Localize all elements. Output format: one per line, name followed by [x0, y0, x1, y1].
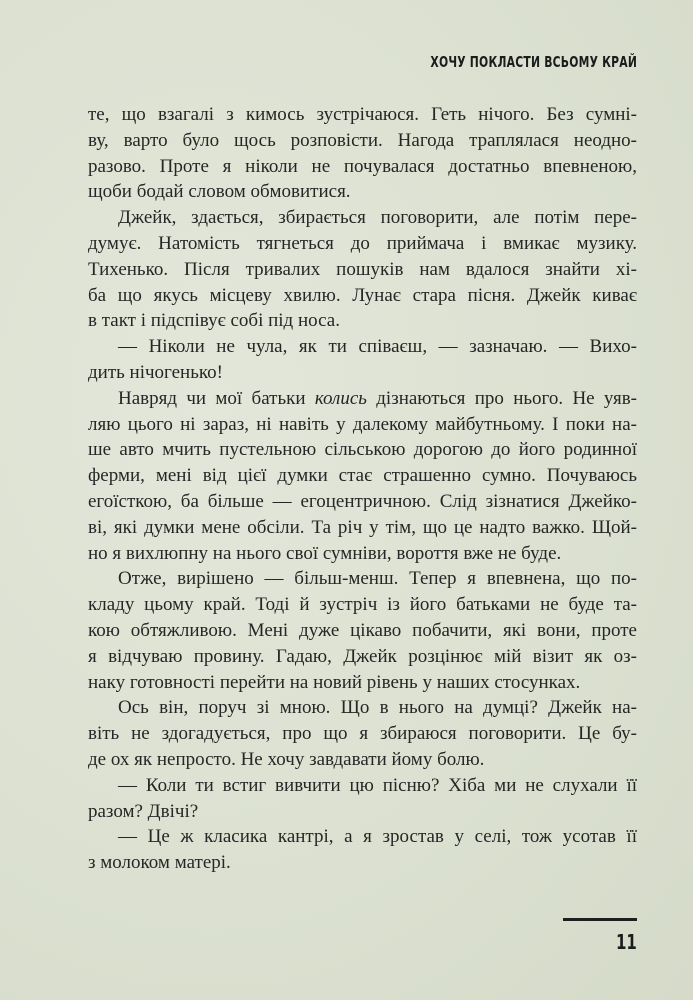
- paragraph: [88, 824, 637, 876]
- text-line: ба що якусь місцеву хвилю. Лунає стара пісня. Джейк киває: [88, 284, 637, 306]
- text-line: ляю цього ні зараз, ні навіть у далекому майбутньому. І поки на-: [88, 413, 637, 435]
- text-line: кладу цьому край. Тоді й зустріч із його батьками не буде та-: [88, 594, 637, 616]
- text-line: ву, варто було щось розповісти. Нагода траплялася неодно-: [88, 129, 637, 151]
- running-header: ХОЧУ ПОКЛАСТИ ВСЬОМУ КРАЙ: [430, 53, 637, 71]
- text-line: віть не здогадується, про що я збираюся поговорити. Це бу-: [88, 723, 637, 745]
- text-line: думує. Натомість тягнеться до приймача і вмикає музику.: [88, 232, 637, 254]
- text-line: разово. Проте я ніколи не почувалася достатньо впевненою,: [88, 155, 637, 177]
- paragraph: [88, 102, 637, 205]
- body-text: [88, 102, 637, 876]
- footer-rule: [563, 918, 637, 921]
- page-number: 11: [616, 930, 637, 954]
- paragraph: [88, 773, 637, 825]
- paragraph: [88, 566, 637, 695]
- text-line: Ось він, поруч зі мною. Що в нього на думці? Джейк на-: [118, 697, 637, 719]
- text-line: егоїсткою, ба більше — егоцентричною. Слід зізнатися Джейко-: [88, 490, 637, 512]
- text-line: де ох як непросто. Не хочу завдавати йому болю.: [88, 748, 485, 770]
- text-line: дить нічогенько!: [88, 361, 223, 383]
- paragraph: [88, 695, 637, 772]
- paragraph: [88, 334, 637, 386]
- text-line: ві, які думки мене обсіли. Та річ у тім, що це надто важко. Щой-: [88, 516, 637, 538]
- text-line: ферми, мені від цієї думки стає страшенно сумно. Почуваюсь: [88, 465, 637, 487]
- text-line: з молоком матері.: [88, 852, 231, 874]
- text-line: в такт і підспівує собі під носа.: [88, 310, 340, 332]
- text-line: щоби бодай словом обмовитися.: [88, 181, 351, 203]
- text-line: Навряд чи мої батьки колись дізнаються про нього. Не уяв-: [118, 387, 637, 409]
- text-line: Джейк, здається, збирається поговорити, але потім пере-: [118, 207, 637, 229]
- text-line: — Ніколи не чула, як ти співаєш, — зазначаю. — Вихо-: [118, 336, 637, 358]
- text-line: Отже, вирішено — більш-менш. Тепер я впевнена, що по-: [118, 568, 637, 590]
- text-line: — Це ж класика кантрі, а я зростав у селі, тож усотав її: [118, 826, 637, 848]
- text-line: я відчуваю провину. Гадаю, Джейк розцінює мій візит як оз-: [88, 645, 637, 667]
- text-line: кою обтяжливою. Мені дуже цікаво побачити, які вони, проте: [88, 619, 637, 641]
- text-line: Тихенько. Після тривалих пошуків нам вдалося знайти хі-: [88, 258, 637, 280]
- text-line: те, що взагалі з кимось зустрічаюся. Геть нічого. Без сумні-: [88, 104, 637, 125]
- text-line: ше авто мчить пустельною сільською дорогою до його родинної: [88, 439, 637, 461]
- text-line: — Коли ти встиг вивчити цю пісню? Хіба ми не слухали її: [118, 774, 637, 796]
- paragraph: [88, 205, 637, 334]
- text-line: разом? Двічі?: [88, 800, 199, 822]
- paragraph: [88, 386, 637, 567]
- text-line: наку готовності перейти на новий рівень у наших стосунках.: [88, 671, 581, 693]
- text-line: но я вихлюпну на нього свої сумніви, вороття вже не буде.: [88, 542, 562, 564]
